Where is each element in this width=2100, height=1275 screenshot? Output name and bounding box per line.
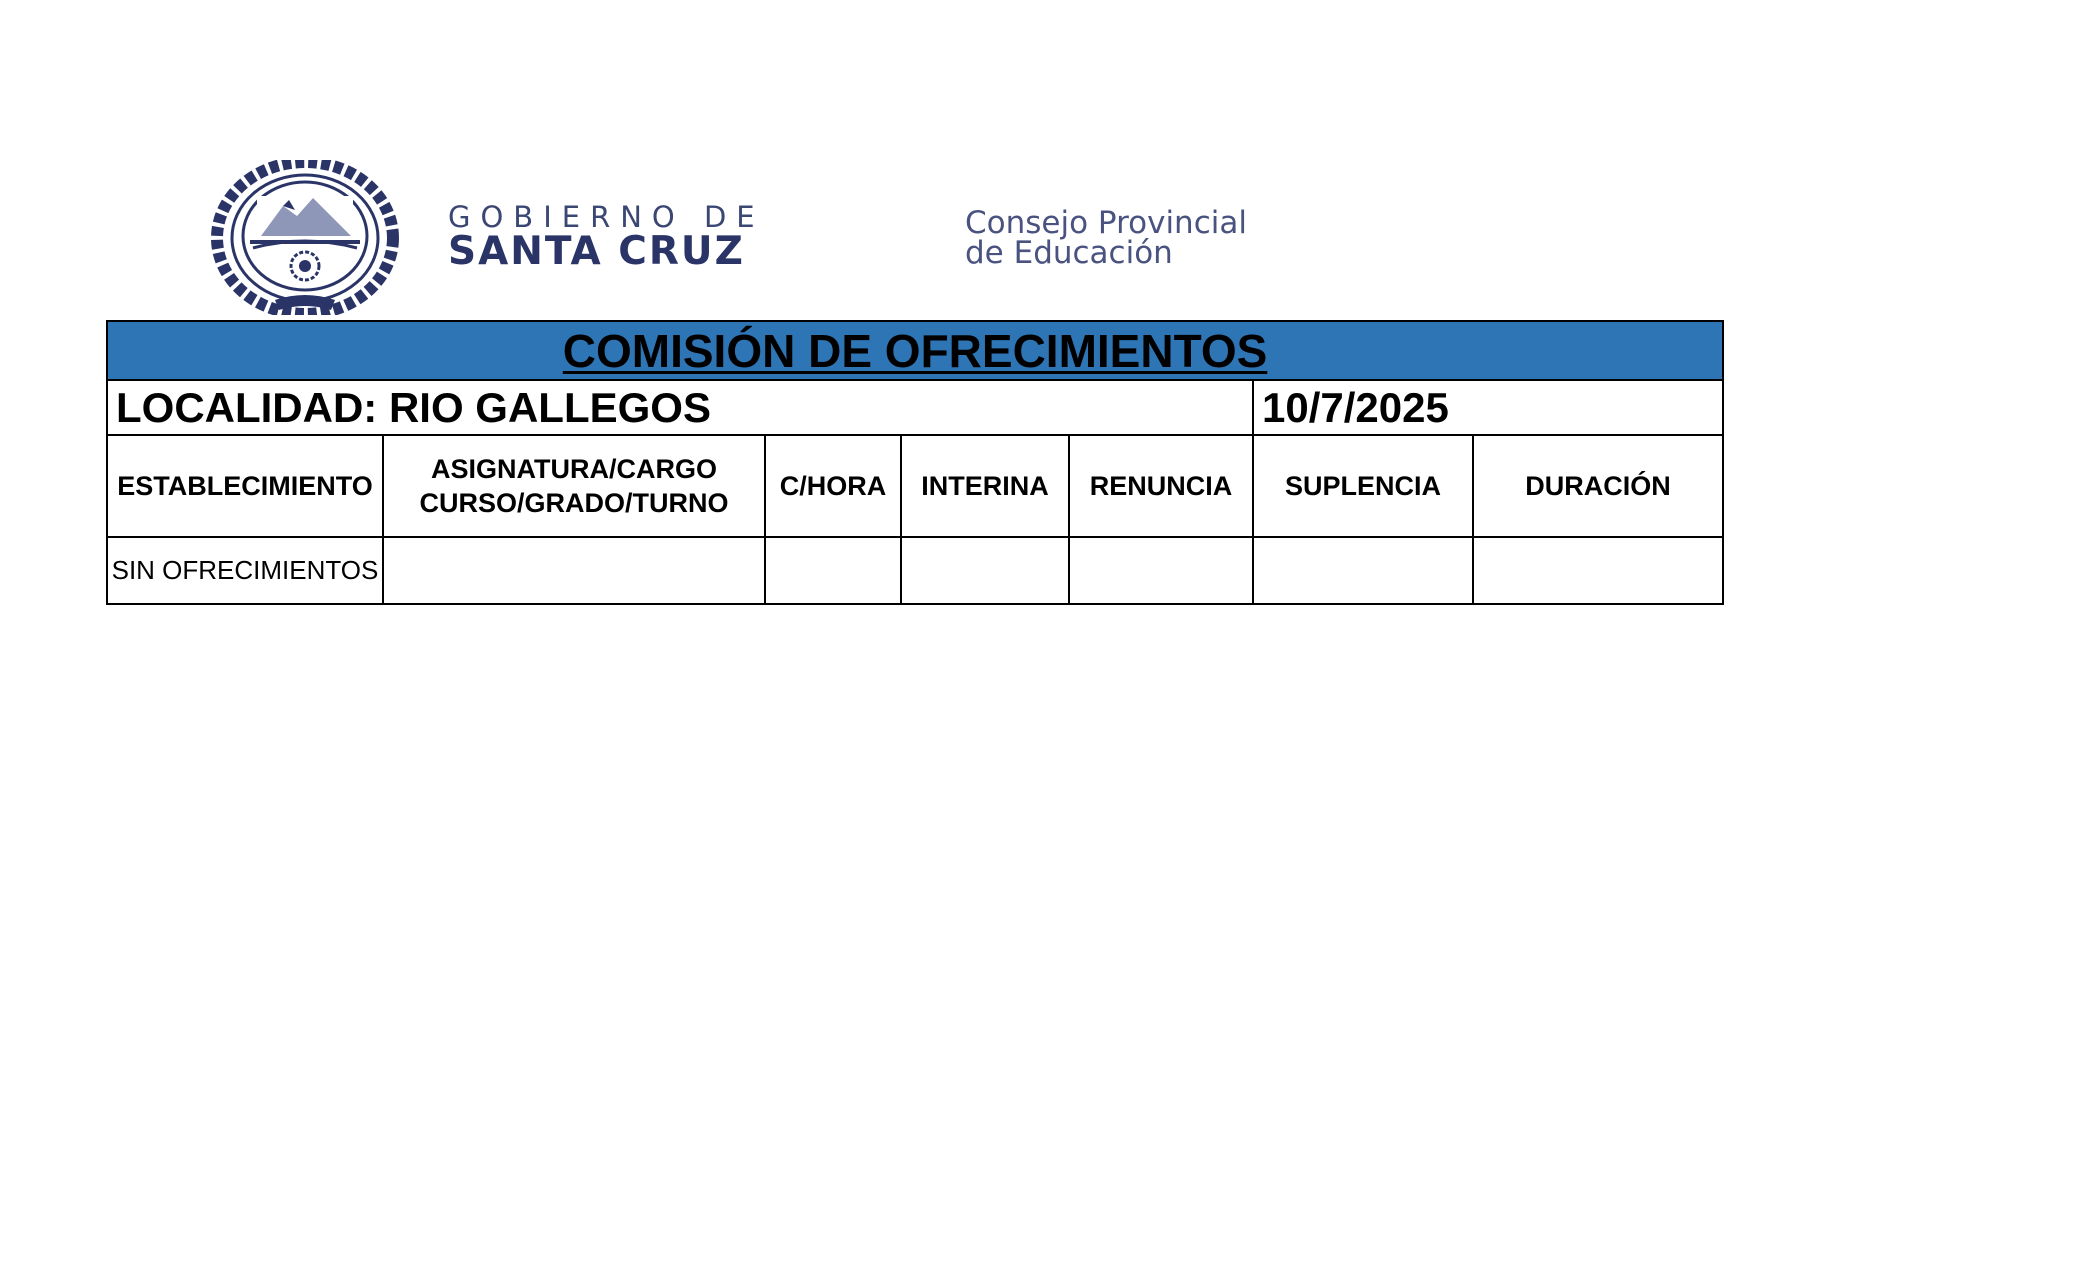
- santa-cruz-coat-of-arms-icon: [205, 160, 405, 315]
- council-logo-line1: Consejo Provincial: [965, 205, 1247, 241]
- council-logo-line2: de Educación: [965, 235, 1173, 271]
- column-header: ESTABLECIMIENTO: [107, 435, 383, 537]
- table-cell: [901, 537, 1069, 604]
- gov-logo-line1: GOBIERNO DE: [448, 200, 765, 234]
- table-cell: SIN OFRECIMIENTOS: [107, 537, 383, 604]
- table-cell: [1253, 537, 1473, 604]
- column-header: ASIGNATURA/CARGO CURSO/GRADO/TURNO: [383, 435, 765, 537]
- table-cell: [383, 537, 765, 604]
- table-cell: [1069, 537, 1253, 604]
- column-header: C/HORA: [765, 435, 901, 537]
- column-header: RENUNCIA: [1069, 435, 1253, 537]
- document-title-cell: [107, 321, 1723, 380]
- table-header-row: [107, 435, 1723, 537]
- consejo-provincial-logo: [965, 205, 1247, 271]
- table-cell: [1473, 537, 1723, 604]
- date-cell: 10/7/2025: [1253, 380, 1723, 435]
- offers-table: [106, 320, 1724, 605]
- column-header: INTERINA: [901, 435, 1069, 537]
- locality-cell: LOCALIDAD: RIO GALLEGOS: [107, 380, 1253, 435]
- column-header: DURACIÓN: [1473, 435, 1723, 537]
- table-cell: [765, 537, 901, 604]
- column-header: SUPLENCIA: [1253, 435, 1473, 537]
- gov-logo-line2: SANTA CRUZ: [448, 229, 745, 274]
- document-title: COMISIÓN DE OFRECIMIENTOS: [562, 324, 1268, 377]
- document-header: [205, 160, 1405, 320]
- gobierno-santa-cruz-logo: [448, 202, 765, 272]
- table-row: [107, 537, 1723, 604]
